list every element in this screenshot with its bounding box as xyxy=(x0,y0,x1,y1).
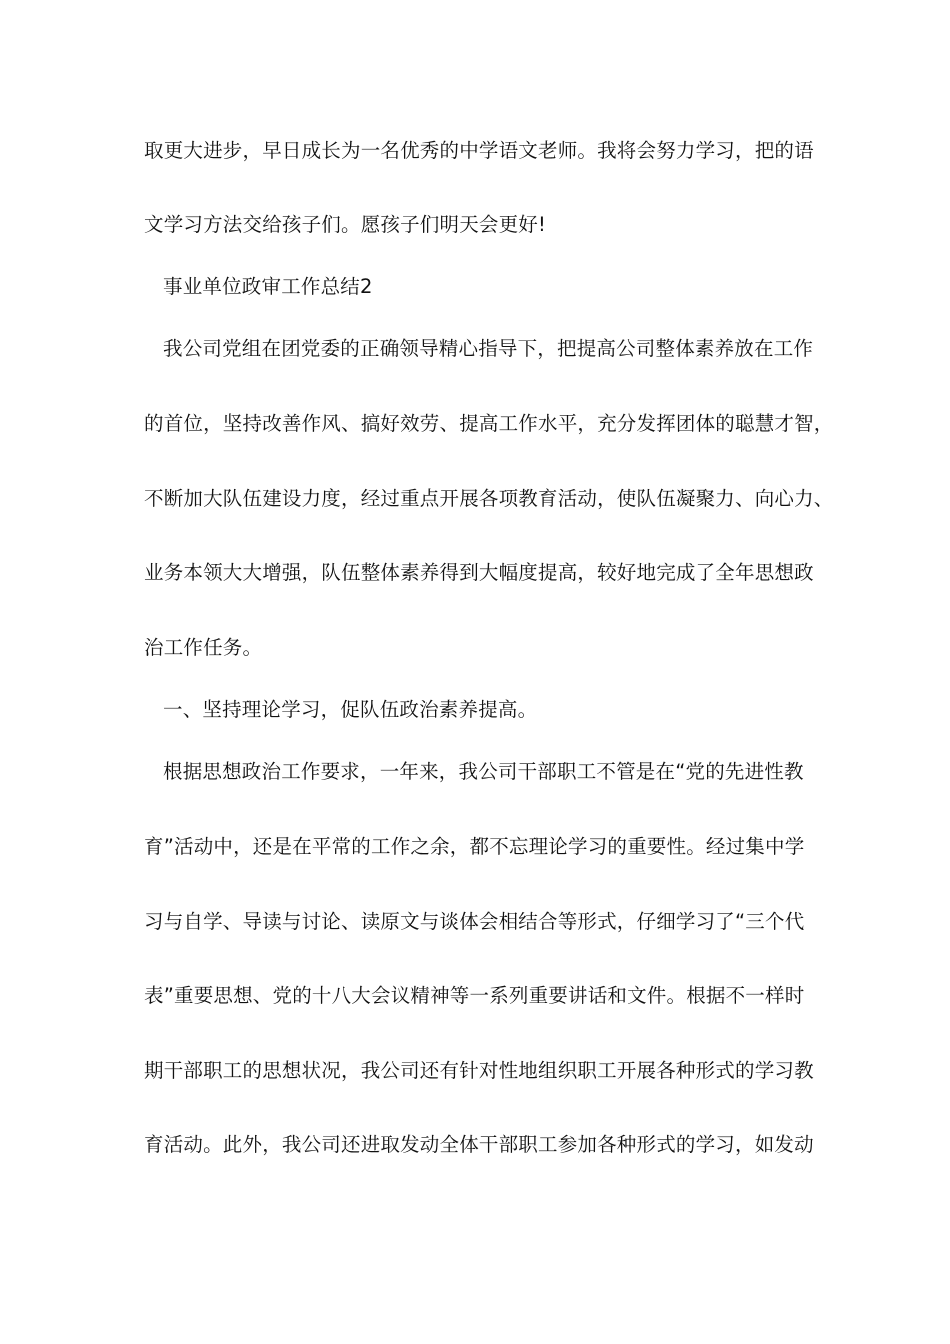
body-line-1: 取更大进步，早日成长为一名优秀的中学语文老师。我将会努力学习，把的语 xyxy=(144,139,814,162)
section-heading: 事业单位政审工作总结2 xyxy=(163,275,373,298)
body-line-11: 表”重要思想、党的十八大会议精神等一系列重要讲话和文件。根据不一样时 xyxy=(144,984,805,1007)
body-line-2: 文学习方法交给孩子们。愿孩子们明天会更好! xyxy=(144,213,547,236)
body-line-8: 根据思想政治工作要求，一年来，我公司干部职工不管是在“党的先进性教 xyxy=(163,760,804,783)
body-line-10: 习与自学、导读与讨论、读原文与谈体会相结合等形式，仔细学习了“三个代 xyxy=(144,910,805,933)
body-line-13: 育活动。此外，我公司还进取发动全体干部职工参加各种形式的学习，如发动 xyxy=(144,1133,814,1156)
body-line-7: 治工作任务。 xyxy=(144,636,263,659)
body-line-4: 的首位，坚持改善作风、搞好效劳、提高工作水平，充分发挥团体的聪慧才智， xyxy=(144,412,834,435)
subsection-heading: 一、坚持理论学习，促队伍政治素养提高。 xyxy=(163,698,538,721)
body-line-12: 期干部职工的思想状况，我公司还有针对性地组织职工开展各种形式的学习教 xyxy=(144,1059,814,1082)
body-line-6: 业务本领大大增强，队伍整体素养得到大幅度提高，较好地完成了全年思想政 xyxy=(144,561,814,584)
body-line-3: 我公司党组在团党委的正确领导精心指导下，把提高公司整体素养放在工作 xyxy=(163,337,814,360)
body-line-5: 不断加大队伍建设力度，经过重点开展各项教育活动，使队伍凝聚力、向心力、 xyxy=(144,487,834,510)
body-line-9: 育”活动中，还是在平常的工作之余，都不忘理论学习的重要性。经过集中学 xyxy=(144,835,805,858)
